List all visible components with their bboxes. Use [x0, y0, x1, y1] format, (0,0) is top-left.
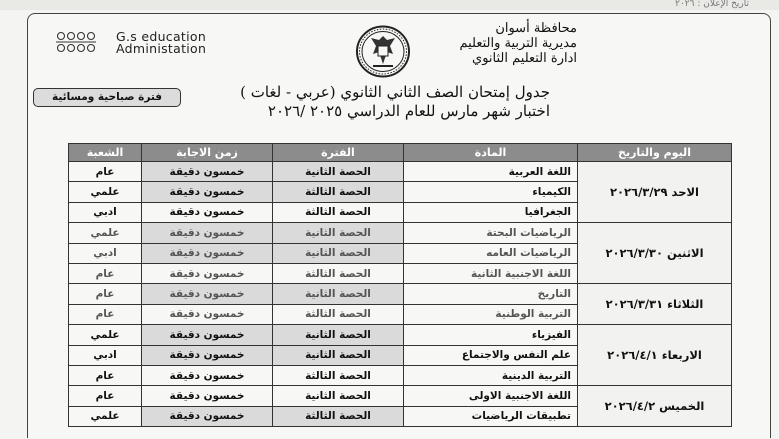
title-line-2: اختبار شهر مارس للعام الدراسي ٢٠٢٥ /٢٠٢٦ — [267, 102, 550, 120]
day-date-cell: الاثنين ٢٠٢٦/٣/٣٠ — [578, 223, 732, 284]
eagle-seal-icon — [345, 24, 421, 79]
brand-line-1: G.s education — [116, 29, 207, 44]
subject-cell: تطبيقات الرياضيات — [404, 406, 578, 426]
period-cell: الحصة الثانية — [273, 386, 404, 406]
day-date-cell: الثلاثاء ٢٠٢٦/٣/٣١ — [578, 284, 732, 325]
day-date-cell: الاربعاء ٢٠٢٦/٤/١ — [578, 325, 732, 386]
period-cell: الحصة الثانية — [273, 325, 404, 345]
section-cell: عام — [69, 162, 142, 182]
subject-cell: الرياضيات البحتة — [404, 223, 578, 243]
section-cell: ادبي — [69, 202, 142, 222]
header-day-date: اليوم والتاريخ — [578, 144, 732, 162]
section-cell: علمي — [69, 182, 142, 202]
duration-cell: خمسون دقيقة — [142, 263, 273, 283]
duration-cell: خمسون دقيقة — [142, 406, 273, 426]
subject-cell: اللغة الاجنبية الثانية — [404, 263, 578, 283]
period-cell: الحصة الثانية — [273, 162, 404, 182]
period-cell: الحصة الثانية — [273, 243, 404, 263]
period-cell: الحصة الثانية — [273, 345, 404, 365]
header-section: الشعبة — [69, 144, 142, 162]
subject-cell: الرياضيات العامه — [404, 243, 578, 263]
exam-schedule-table — [68, 143, 732, 427]
table-row — [69, 386, 732, 406]
period-cell: الحصة الثالثة — [273, 406, 404, 426]
gov-line-3: ادارة التعليم الثانوي — [472, 51, 577, 66]
header-duration: زمن الاجابة — [142, 144, 273, 162]
governorate-header — [459, 21, 577, 66]
table-body — [69, 162, 732, 427]
section-cell: ادبي — [69, 243, 142, 263]
section-cell: عام — [69, 304, 142, 324]
table-header-row — [69, 144, 732, 162]
table-row — [69, 162, 732, 182]
day-date-cell: الخميس ٢٠٢٦/٤/٢ — [578, 386, 732, 427]
table-row — [69, 325, 732, 345]
brand-block — [54, 29, 264, 55]
section-cell: عام — [69, 284, 142, 304]
session-badge: فترة صباحية ومسائية — [33, 88, 181, 107]
section-cell: علمي — [69, 406, 142, 426]
duration-cell: خمسون دقيقة — [142, 304, 273, 324]
header-subject: المادة — [404, 144, 578, 162]
top-strip — [0, 0, 779, 10]
subject-cell: التاريخ — [404, 284, 578, 304]
section-cell: عام — [69, 263, 142, 283]
duration-cell: خمسون دقيقة — [142, 325, 273, 345]
period-cell: الحصة الثالثة — [273, 304, 404, 324]
table-row — [69, 223, 732, 243]
subject-cell: علم النفس والاجتماع — [404, 345, 578, 365]
subject-cell: الجغرافيا — [404, 202, 578, 222]
duration-cell: خمسون دقيقة — [142, 223, 273, 243]
period-cell: الحصة الثالثة — [273, 263, 404, 283]
period-cell: الحصة الثالثة — [273, 202, 404, 222]
header-period: الفترة — [273, 144, 404, 162]
day-date-cell: الاحد ٢٠٢٦/٣/٢٩ — [578, 162, 732, 223]
duration-cell: خمسون دقيقة — [142, 243, 273, 263]
duration-cell: خمسون دقيقة — [142, 365, 273, 385]
section-cell: ادبي — [69, 345, 142, 365]
brand-line-2: Administation — [116, 41, 207, 56]
section-cell: عام — [69, 365, 142, 385]
subject-cell: الكيمياء — [404, 182, 578, 202]
subject-cell: الفيزياء — [404, 325, 578, 345]
section-cell: علمي — [69, 223, 142, 243]
subject-cell: اللغة العربية — [404, 162, 578, 182]
top-strip-text: تاريخ الإعلان : ٢٠٢٦ — [675, 0, 749, 9]
period-cell: الحصة الثانية — [273, 223, 404, 243]
subject-cell: اللغة الاجنبية الاولى — [404, 386, 578, 406]
duration-cell: خمسون دقيقة — [142, 162, 273, 182]
duration-cell: خمسون دقيقة — [142, 182, 273, 202]
duration-cell: خمسون دقيقة — [142, 345, 273, 365]
section-cell: عام — [69, 386, 142, 406]
brand-text — [116, 31, 206, 55]
period-cell: الحصة الثالثة — [273, 182, 404, 202]
section-cell: علمي — [69, 325, 142, 345]
gov-line-1: محافظة أسوان — [495, 21, 577, 36]
duration-cell: خمسون دقيقة — [142, 202, 273, 222]
duration-cell: خمسون دقيقة — [142, 284, 273, 304]
subject-cell: التربية الدينية — [404, 365, 578, 385]
period-cell: الحصة الثالثة — [273, 365, 404, 385]
document-title — [240, 83, 550, 121]
subject-cell: التربية الوطنية — [404, 304, 578, 324]
duration-cell: خمسون دقيقة — [142, 386, 273, 406]
table-row — [69, 284, 732, 304]
gov-line-2: مديرية التربية والتعليم — [459, 36, 577, 51]
title-line-1: جدول إمتحان الصف الثاني الثانوي (عربي - لغات ) — [240, 83, 550, 101]
period-cell: الحصة الثانية — [273, 284, 404, 304]
pattern-logo-icon — [54, 30, 98, 54]
